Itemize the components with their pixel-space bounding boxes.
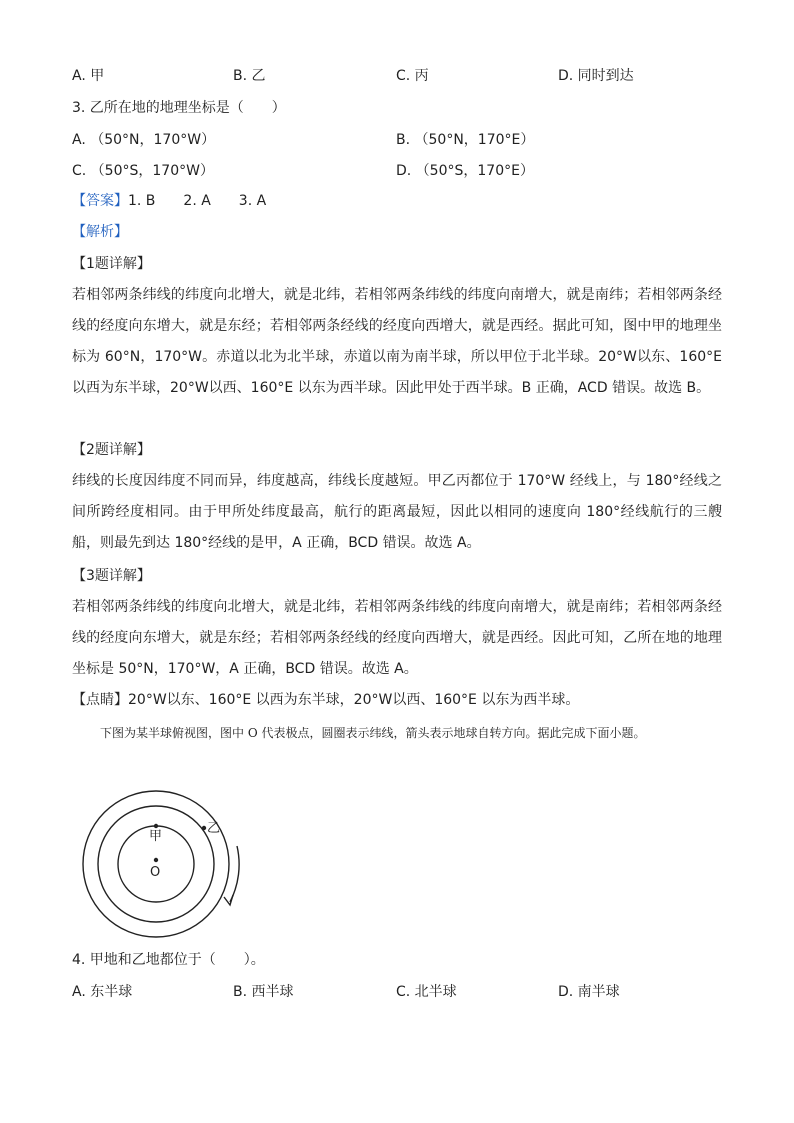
tip-label: 【点睛】	[72, 692, 128, 708]
middle-latitude-circle	[98, 806, 214, 922]
outer-latitude-circle	[83, 791, 229, 937]
detail-1-text: 若相邻两条纬线的纬度向北增大，就是北纬，若相邻两条纬线的纬度向南增大，就是南纬；若相邻两条经线的经度向东增大，就是东经；若相邻两条经线的经度向西增大，就是西经。据此可知，图中甲的地理坐标为 60°N，170°W。赤道以北为北半球，赤道以南为南半球，所以甲位于北半球。20°W以东、160°E 以西为东半球，20°W以西、160°E 以东为西半球。因此甲处于西半球。B 正确，ACD 错误。故选 B。	[72, 287, 722, 396]
question-4-stem: 4. 甲地和乙地都位于（ ）。	[72, 952, 265, 968]
q4-option-b: B. 西半球	[233, 984, 294, 1000]
label-yi: 乙	[207, 821, 221, 836]
option-b: B. 乙	[233, 68, 266, 84]
answer-label: 【答案】	[72, 193, 128, 209]
q3-option-c: C. （50°S，170°W）	[72, 163, 214, 179]
detail-2-text: 纬线的长度因纬度不同而异，纬度越高，纬线长度越短。甲乙丙都位于 170°W 经线上，与 180°经线之间所跨经度相同。由于甲所处纬度最高，航行的距离最短，因此以相同的速度向 180°经线航行的三艘船，则最先到达 180°经线的是甲，A 正确，BCD 错误。故选 A。	[72, 473, 722, 551]
detail-3-text: 若相邻两条纬线的纬度向北增大，就是北纬，若相邻两条纬线的纬度向南增大，就是南纬；若相邻两条经线的经度向东增大，就是东经；若相邻两条经线的经度向西增大，就是西经。因此可知，乙所在地的地理坐标是 50°N，170°W，A 正确，BCD 错误。故选 A。	[72, 599, 722, 677]
detail-3-label: 【3题详解】	[72, 568, 151, 584]
rotation-arrow	[230, 846, 239, 902]
q3-option-b: B. （50°N，170°E）	[396, 132, 535, 148]
detail-2-label: 【2题详解】	[72, 442, 151, 458]
answer-line	[72, 191, 266, 211]
detail-1-label: 【1题详解】	[72, 256, 151, 272]
arrow-head-icon	[224, 895, 233, 905]
pole-point	[154, 858, 158, 862]
point-jia	[154, 824, 158, 828]
label-o: O	[150, 865, 161, 880]
label-jia: 甲	[149, 829, 163, 844]
analysis-tag: 【解析】	[72, 224, 128, 240]
q4-option-d: D. 南半球	[558, 984, 620, 1000]
option-c: C. 丙	[396, 68, 429, 84]
tip-text: 20°W以东、160°E 以西为东半球，20°W以西、160°E 以东为西半球。	[128, 692, 580, 708]
q4-option-a: A. 东半球	[72, 984, 133, 1000]
q4-option-c: C. 北半球	[396, 984, 457, 1000]
question-3-stem: 3. 乙所在地的地理坐标是（ ）	[72, 100, 286, 116]
point-yi	[202, 826, 206, 830]
option-d: D. 同时到达	[558, 68, 634, 84]
figure-intro: 下图为某半球俯视图，图中 O 代表极点，圆圈表示纬线，箭头表示地球自转方向。据此完成下面小题。	[100, 726, 646, 740]
tip-line	[72, 690, 579, 710]
q3-option-d: D. （50°S，170°E）	[396, 163, 534, 179]
q3-option-a: A. （50°N，170°W）	[72, 132, 216, 148]
answer-text: 1. B 2. A 3. A	[128, 193, 267, 209]
analysis-label	[72, 222, 128, 242]
hemisphere-figure	[70, 788, 250, 943]
option-a: A. 甲	[72, 68, 105, 84]
